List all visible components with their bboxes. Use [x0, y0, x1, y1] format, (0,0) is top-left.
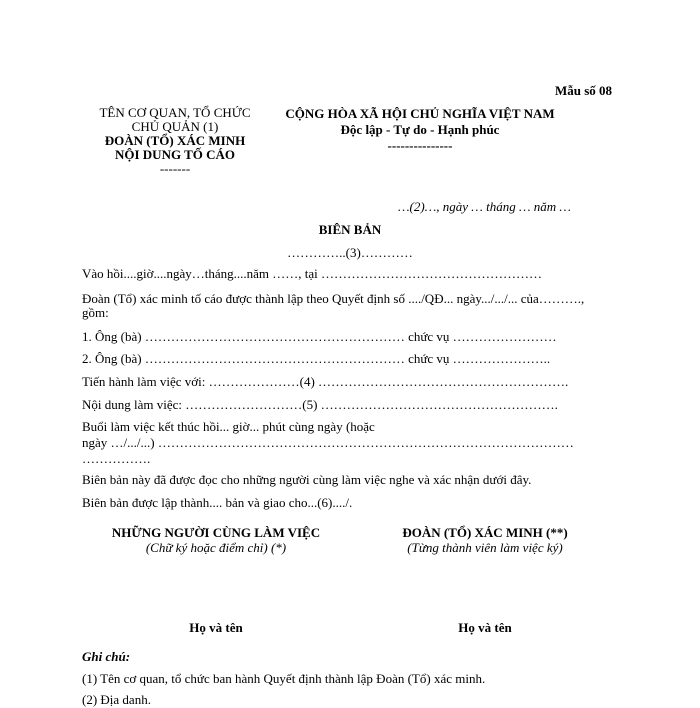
complaint-content: NỘI DUNG TỐ CÁO — [114, 147, 236, 162]
verification-team: ĐOÀN (TỔ) XÁC MINH — [104, 133, 246, 148]
time-place-line: Vào hồi....giờ....ngày…tháng....năm ……, tại …………………………………………… — [82, 266, 543, 281]
document-subtitle: …………..(3)………… — [287, 245, 413, 260]
note-1: (1) Tên cơ quan, tổ chức ban hành Quyết định thành lập Đoàn (Tổ) xác minh. — [82, 671, 486, 686]
motto: Độc lập - Tự do - Hạnh phúc — [340, 122, 500, 137]
notes-heading: Ghi chú: — [82, 649, 131, 664]
right-signature-note: (Từng thành viên làm việc ký) — [407, 540, 563, 555]
read-confirmation-line: Biên bản này đã được đọc cho những người cùng làm việc nghe và xác nhận dưới đây. — [82, 472, 532, 487]
note-2: (2) Địa danh. — [82, 692, 151, 707]
session-end-date-line: ngày …/.../...) …………………………………………………………………………………… — [82, 435, 574, 450]
right-signature-block — [370, 525, 600, 555]
document-title: BIÊN BẢN — [318, 222, 382, 237]
right-signature-title: ĐOÀN (TỔ) XÁC MINH (**) — [402, 525, 568, 540]
left-name-label: Họ và tên — [189, 620, 243, 635]
left-signature-note: (Chữ ký hoặc điểm chỉ) (*) — [145, 540, 287, 555]
session-end-continuation: ……………. — [82, 451, 151, 466]
date-line: …(2)…, ngày … tháng … năm … — [398, 199, 571, 214]
parent-agency: CHỦ QUẢN (1) — [131, 119, 219, 134]
team-establishment-line: Đoàn (Tổ) xác minh tố cáo được thành lập theo Quyết định số ..../QĐ... ngày.../.../... của………., — [82, 291, 585, 306]
work-with-line: Tiến hành làm việc với: …………………(4) …………………………………………………. — [82, 374, 569, 389]
agency-name: TÊN CƠ QUAN, TỔ CHỨC — [99, 105, 251, 120]
right-name-label: Họ và tên — [458, 620, 512, 635]
right-header — [270, 106, 570, 154]
left-signature-title: NHỮNG NGƯỜI CÙNG LÀM VIỆC — [111, 525, 321, 540]
work-content-line: Nội dung làm việc: ………………………(5) ………………………………………………. — [82, 397, 558, 412]
member-2-line: 2. Ông (bà) …………………………………………………… chức vụ ………………….. — [82, 351, 551, 366]
country-name: CỘNG HÒA XÃ HỘI CHỦ NGHĨA VIỆT NAM — [285, 106, 555, 121]
team-members-label: gồm: — [82, 305, 109, 320]
form-number: Mẫu số 08 — [555, 83, 613, 98]
left-header-divider: ------- — [159, 161, 191, 176]
member-1-line: 1. Ông (bà) …………………………………………………… chức vụ …………………… — [82, 329, 557, 344]
right-header-divider: --------------- — [387, 138, 453, 153]
left-signature-block — [96, 525, 336, 555]
left-header — [80, 106, 270, 176]
session-end-line: Buổi làm việc kết thúc hồi... giờ... phút cùng ngày (hoặc — [82, 419, 375, 434]
copies-line: Biên bản được lập thành.... bản và giao cho...(6)..../. — [82, 495, 353, 510]
